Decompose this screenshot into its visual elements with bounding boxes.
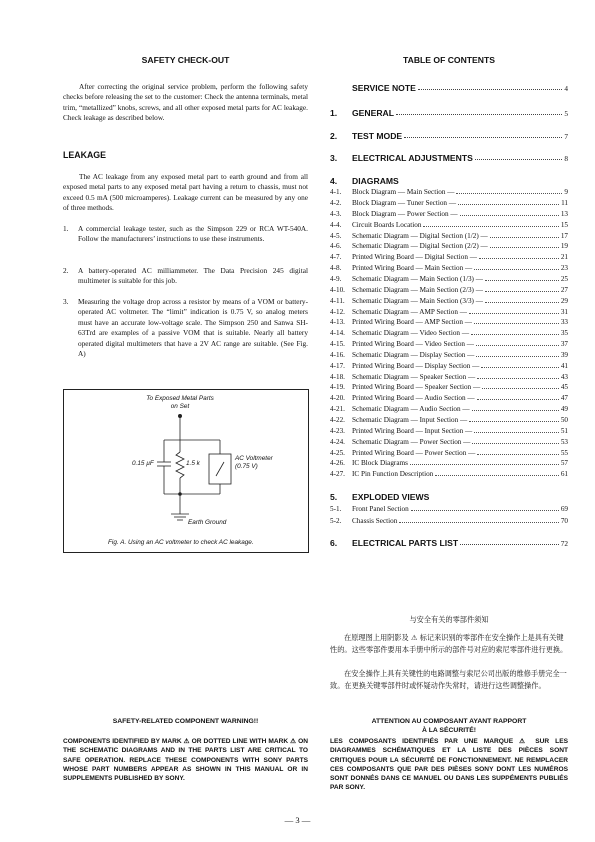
leader-dots bbox=[481, 367, 558, 368]
toc-diagram-item[interactable] bbox=[330, 229, 568, 239]
toc-sub-page: 23 bbox=[560, 264, 568, 273]
toc-num: 2. bbox=[330, 131, 338, 141]
toc-sub-title: Schematic Diagram — Digital Section (1/2) — bbox=[352, 231, 488, 240]
toc-sub-page: 25 bbox=[560, 274, 568, 283]
resistor-label: 1.5 k bbox=[186, 460, 200, 467]
toc-diagram-item[interactable] bbox=[330, 436, 568, 446]
toc-sub-page: 69 bbox=[560, 505, 568, 514]
toc-service-note[interactable] bbox=[330, 81, 568, 93]
toc-diagram-item[interactable] bbox=[330, 262, 568, 272]
toc-sub-title: IC Pin Function Description bbox=[352, 470, 434, 479]
toc-sub-page: 17 bbox=[560, 231, 568, 240]
leader-dots bbox=[490, 237, 559, 238]
leader-dots bbox=[476, 356, 558, 357]
toc-section-diagrams[interactable] bbox=[330, 174, 568, 186]
toc-sub-num: 4-10. bbox=[330, 285, 345, 294]
toc-diagram-item[interactable] bbox=[330, 360, 568, 370]
toc-sub-num: 4-2. bbox=[330, 199, 342, 208]
leader-dots bbox=[435, 475, 559, 476]
intro-paragraph: After correcting the original service problem, perform the following safety checks before releasing the set to the customer: Check the antenna terminals, metal trim, “metallized” knobs, screws, and all other exposed metal parts for AC leakage. Check leakage as described below. bbox=[63, 82, 308, 123]
toc-page: 8 bbox=[564, 154, 568, 163]
leader-dots bbox=[411, 510, 559, 511]
method-item-3 bbox=[63, 297, 308, 382]
earth-ground-label: Earth Ground bbox=[188, 519, 227, 526]
leader-dots bbox=[472, 443, 558, 444]
leader-dots bbox=[418, 89, 563, 90]
toc-sub-num: 5-1. bbox=[330, 505, 342, 514]
toc-sub-title: Block Diagram — Main Section — bbox=[352, 188, 455, 197]
toc-sub-page: 9 bbox=[564, 188, 568, 197]
toc-sub-num: 4-23. bbox=[330, 426, 345, 435]
toc-sub-page: 13 bbox=[560, 209, 568, 218]
leader-dots bbox=[477, 399, 559, 400]
toc-diagram-item[interactable] bbox=[330, 186, 568, 196]
chinese-notice-paragraph-2: 在安全操作上具有关键性的电路调整与索尼公司出版的维修手册完全一致。在更换关键零部件时或怀疑动作失常时，请进行这些调整操作。 bbox=[330, 669, 567, 690]
leader-dots bbox=[471, 334, 559, 335]
leakage-heading: LEAKAGE bbox=[63, 150, 107, 160]
toc-diagram-item[interactable] bbox=[330, 414, 568, 424]
toc-sub-page: 53 bbox=[560, 437, 568, 446]
toc-diagram-item[interactable] bbox=[330, 208, 568, 218]
toc-sub-num: 4-16. bbox=[330, 350, 345, 359]
leader-dots bbox=[474, 323, 559, 324]
toc-title: TABLE OF CONTENTS bbox=[403, 55, 495, 65]
toc-sub-title: Chassis Section bbox=[352, 517, 398, 526]
toc-diagram-item[interactable] bbox=[330, 425, 568, 435]
leader-dots bbox=[472, 410, 559, 411]
toc-sub-title: Printed Wiring Board — Speaker Section — bbox=[352, 383, 481, 392]
toc-sub-num: 4-3. bbox=[330, 209, 342, 218]
toc-sub-num: 4-15. bbox=[330, 340, 345, 349]
leader-dots bbox=[423, 226, 558, 227]
toc-sub-num: 4-19. bbox=[330, 383, 345, 392]
toc-sub-title: Schematic Diagram — Digital Section (2/2) — bbox=[352, 242, 488, 251]
toc-sub-title: Printed Wiring Board — AMP Section — bbox=[352, 318, 472, 327]
method-text: A commercial leakage tester, such as the Simpson 229 or RCA WT-540A. Follow the manufacturers’ instructions to use these instruments. bbox=[78, 224, 308, 244]
warning-fr-title-line-2: À LA SÉCURITÉ! bbox=[421, 727, 477, 734]
toc-diagram-item[interactable] bbox=[330, 240, 568, 250]
toc-sub-title: Printed Wiring Board — Display Section — bbox=[352, 361, 480, 370]
toc-sub-num: 4-11. bbox=[330, 296, 345, 305]
toc-page: 72 bbox=[560, 539, 568, 548]
toc-num: 5. bbox=[330, 492, 338, 502]
toc-diagram-item[interactable] bbox=[330, 381, 568, 391]
leader-dots bbox=[474, 432, 559, 433]
toc-sub-num: 4-12. bbox=[330, 307, 345, 316]
method-number: 3. bbox=[63, 297, 69, 306]
toc-exploded-item[interactable] bbox=[330, 515, 568, 525]
leader-dots bbox=[477, 378, 559, 379]
method-text: Measuring the voltage drop across a resistor by means of a VOM or battery-operated AC voltmeter. The “limit” indication is 0.75 V, so analog meters must have an accurate low-voltage scale. The Simpson 250 and Sanwa SH-63Trd are examples of a passive VOM that is suitable. Nearly all battery operated digital multimeters that have a 2V AC range are suitable. (See Fig. A) bbox=[78, 297, 308, 359]
leader-dots bbox=[475, 159, 563, 160]
toc-sub-page: 29 bbox=[560, 296, 568, 305]
warning-fr-body: LES COMPOSANTS IDENTIFIÉS PAR UNE MARQUE ⚠ SUR LES DIAGRAMMES SCHÉMATIQUES ET LA LISTE DES PIÈCES SONT CRITIQUES POUR LA SÉCURITÉ DE FONCTIONNEMENT. NE REMPLACER CES COMPOSANTS QUE PAR DES PIÈSES SONY DONT LES NUMÉROS SONT DONNÉS DANS CE MANUEL OU DANS LES SUPPÉMENTS PUBLIÉS PAR SONY. bbox=[330, 738, 568, 792]
warning-en-title: SAFETY-RELATED COMPONENT WARNING!! bbox=[112, 718, 259, 725]
leader-dots bbox=[485, 291, 559, 292]
toc-sub-title: Printed Wiring Board — Main Section — bbox=[352, 264, 473, 273]
toc-sub-page: 50 bbox=[560, 416, 568, 425]
toc-diagram-item[interactable] bbox=[330, 468, 568, 478]
toc-diagram-item[interactable] bbox=[330, 370, 568, 380]
toc-title-text: GENERAL bbox=[352, 108, 395, 118]
toc-sub-page: 21 bbox=[560, 253, 568, 262]
toc-sub-title: Printed Wiring Board — Input Section — bbox=[352, 426, 473, 435]
toc-diagram-item[interactable] bbox=[330, 284, 568, 294]
toc-sub-page: 31 bbox=[560, 307, 568, 316]
toc-sub-page: 43 bbox=[560, 372, 568, 381]
toc-sub-title: Front Panel Section bbox=[352, 505, 409, 514]
toc-sub-title: Schematic Diagram — Main Section (3/3) — bbox=[352, 296, 483, 305]
leader-dots bbox=[458, 204, 559, 205]
toc-sub-num: 4-6. bbox=[330, 242, 342, 251]
voltmeter-label: AC Voltmeter (0.75 V) bbox=[235, 455, 273, 470]
toc-sub-title: Printed Wiring Board — Audio Section — bbox=[352, 394, 475, 403]
toc-section-parts-list[interactable] bbox=[330, 536, 568, 548]
toc-sub-page: 61 bbox=[560, 470, 568, 479]
toc-page: 4 bbox=[564, 84, 568, 93]
toc-title-text: EXPLODED VIEWS bbox=[352, 492, 430, 502]
toc-num: 4. bbox=[330, 176, 338, 186]
toc-title-text: SERVICE NOTE bbox=[352, 83, 416, 93]
toc-sub-title: Printed Wiring Board — Video Section — bbox=[352, 340, 474, 349]
toc-sub-title: Schematic Diagram — Speaker Section — bbox=[352, 372, 476, 381]
leader-dots bbox=[460, 215, 559, 216]
method-text: A battery-operated AC milliammeter. The Data Precision 245 digital multimeter is suitable for this job. bbox=[78, 266, 308, 286]
toc-diagram-item[interactable] bbox=[330, 457, 568, 467]
toc-sub-title: Block Diagram — Power Section — bbox=[352, 209, 458, 218]
leader-dots bbox=[410, 464, 559, 465]
leader-dots bbox=[482, 388, 559, 389]
toc-sub-title: IC Block Diagrams bbox=[352, 459, 408, 468]
method-number: 1. bbox=[63, 224, 69, 233]
toc-sub-title: Schematic Diagram — AMP Section — bbox=[352, 307, 467, 316]
toc-diagram-item[interactable] bbox=[330, 403, 568, 413]
toc-sub-num: 4-8. bbox=[330, 264, 342, 273]
toc-sub-num: 4-21. bbox=[330, 405, 345, 414]
toc-sub-page: 51 bbox=[560, 426, 568, 435]
toc-sub-title: Schematic Diagram — Power Section — bbox=[352, 437, 471, 446]
toc-sub-num: 4-20. bbox=[330, 394, 345, 403]
toc-sub-title: Schematic Diagram — Audio Section — bbox=[352, 405, 470, 414]
toc-sub-num: 4-9. bbox=[330, 274, 342, 283]
figure-caption: Fig. A. Using an AC voltmeter to check AC leakage. bbox=[108, 539, 254, 546]
safety-checkout-title: SAFETY CHECK-OUT bbox=[141, 55, 230, 65]
warning-en-body: COMPONENTS IDENTIFIED BY MARK ⚠ OR DOTTED LINE WITH MARK ⚠ ON THE SCHEMATIC DIAGRAMS AND IN THE PARTS LIST ARE CRITICAL TO SAFE OPERATION. REPLACE THESE COMPONENTS WITH SONY PARTS WHOSE PART NUMBERS APPEAR AS SHOWN IN THIS MANUAL OR IN SUPPLEMENTS PUBLISHED BY SONY. bbox=[63, 738, 308, 783]
toc-sub-title: Printed Wiring Board — Digital Section — bbox=[352, 253, 477, 262]
toc-sub-num: 4-14. bbox=[330, 329, 345, 338]
toc-sub-num: 4-27. bbox=[330, 470, 345, 479]
toc-sub-title: Block Diagram — Tuner Section — bbox=[352, 199, 457, 208]
toc-diagram-item[interactable] bbox=[330, 392, 568, 402]
method-item-1 bbox=[63, 224, 308, 256]
toc-diagram-item[interactable] bbox=[330, 305, 568, 315]
leakage-circuit-diagram bbox=[64, 390, 308, 552]
toc-diagram-item[interactable] bbox=[330, 349, 568, 359]
toc-title-text: DIAGRAMS bbox=[352, 176, 399, 186]
toc-sub-title: Schematic Diagram — Display Section — bbox=[352, 350, 475, 359]
exposed-metal-text: To Exposed Metal Parts on Set bbox=[146, 395, 214, 410]
toc-sub-title: Schematic Diagram — Main Section (2/3) — bbox=[352, 285, 483, 294]
toc-sub-title: Schematic Diagram — Input Section — bbox=[352, 416, 468, 425]
toc-sub-num: 4-18. bbox=[330, 372, 345, 381]
figure-a-box bbox=[63, 389, 309, 553]
leader-dots bbox=[460, 544, 559, 545]
toc-sub-num: 4-26. bbox=[330, 459, 345, 468]
toc-sub-num: 4-13. bbox=[330, 318, 345, 327]
toc-sub-page: 19 bbox=[560, 242, 568, 251]
leakage-paragraph: The AC leakage from any exposed metal part to earth ground and from all exposed metal parts to any exposed metal part having a return to chassis, must not exceed 0.5 mA (500 microamperes). Leakage current can be measured by any one of three methods. bbox=[63, 172, 308, 213]
toc-sub-page: 41 bbox=[560, 361, 568, 370]
chinese-notice-paragraph-1: 在原理图上用阴影及 ⚠ 标记来识别的零部件在安全操作上是具有关键性的。这些零部件要用本手册中所示的部件号对应的索尼零部件进行更换。 bbox=[330, 633, 568, 654]
toc-num: 3. bbox=[330, 153, 338, 163]
leader-dots bbox=[404, 137, 562, 138]
figure-exposed-metal-label bbox=[144, 395, 216, 411]
leader-dots bbox=[474, 269, 559, 270]
chinese-notice-title: 与安全有关的零部件须知 bbox=[409, 615, 489, 624]
leader-dots bbox=[485, 280, 559, 281]
leader-dots bbox=[485, 302, 559, 303]
warning-fr-title-line-1: ATTENTION AU COMPOSANT AYANT RAPPORT bbox=[371, 718, 527, 725]
toc-sub-num: 4-5. bbox=[330, 231, 342, 240]
method-item-2 bbox=[63, 266, 308, 288]
leader-dots bbox=[396, 114, 562, 115]
toc-section-exploded-views[interactable] bbox=[330, 490, 568, 502]
toc-sub-num: 5-2. bbox=[330, 517, 342, 526]
toc-num: 1. bbox=[330, 108, 338, 118]
toc-diagram-item[interactable] bbox=[330, 273, 568, 283]
toc-sub-num: 4-22. bbox=[330, 416, 345, 425]
toc-sub-num: 4-1. bbox=[330, 188, 342, 197]
toc-diagram-item[interactable] bbox=[330, 316, 568, 326]
toc-exploded-item[interactable] bbox=[330, 503, 568, 513]
toc-sub-page: 39 bbox=[560, 350, 568, 359]
toc-sub-num: 4-17. bbox=[330, 361, 345, 370]
toc-diagram-item[interactable] bbox=[330, 327, 568, 337]
capacitor-label: 0.15 µF bbox=[132, 460, 154, 467]
toc-diagram-item[interactable] bbox=[330, 295, 568, 305]
toc-sub-page: 33 bbox=[560, 318, 568, 327]
toc-sub-page: 57 bbox=[560, 459, 568, 468]
toc-sub-num: 4-25. bbox=[330, 448, 345, 457]
toc-sub-page: 15 bbox=[560, 220, 568, 229]
toc-sub-title: Circuit Boards Location bbox=[352, 220, 422, 229]
toc-sub-page: 37 bbox=[560, 340, 568, 349]
toc-sub-num: 4-24. bbox=[330, 437, 345, 446]
method-number: 2. bbox=[63, 266, 69, 275]
page-number: — 3 — bbox=[284, 815, 311, 825]
toc-sub-page: 47 bbox=[560, 394, 568, 403]
toc-page: 5 bbox=[564, 109, 568, 118]
toc-diagram-item[interactable] bbox=[330, 251, 568, 261]
toc-section-general[interactable] bbox=[330, 106, 568, 118]
leader-dots bbox=[399, 522, 558, 523]
leader-dots bbox=[469, 313, 559, 314]
toc-sub-title: Printed Wiring Board — Power Section — bbox=[352, 448, 476, 457]
toc-sub-title: Schematic Diagram — Video Section — bbox=[352, 329, 470, 338]
toc-diagram-item[interactable] bbox=[330, 338, 568, 348]
toc-sub-page: 35 bbox=[560, 329, 568, 338]
toc-diagram-item[interactable] bbox=[330, 219, 568, 229]
toc-num: 6. bbox=[330, 538, 338, 548]
leader-dots bbox=[477, 454, 558, 455]
toc-diagram-item[interactable] bbox=[330, 446, 568, 456]
toc-diagram-item[interactable] bbox=[330, 197, 568, 207]
toc-sub-num: 4-4. bbox=[330, 220, 342, 229]
toc-sub-page: 70 bbox=[560, 517, 568, 526]
toc-sub-page: 45 bbox=[560, 383, 568, 392]
toc-sub-page: 49 bbox=[560, 405, 568, 414]
toc-sub-title: Schematic Diagram — Main Section (1/3) — bbox=[352, 274, 483, 283]
leader-dots bbox=[490, 247, 559, 248]
toc-page: 7 bbox=[564, 132, 568, 141]
toc-sub-page: 55 bbox=[560, 448, 568, 457]
leader-dots bbox=[476, 345, 559, 346]
toc-sub-num: 4-7. bbox=[330, 253, 342, 262]
toc-section-test-mode[interactable] bbox=[330, 129, 568, 141]
toc-title-text: ELECTRICAL ADJUSTMENTS bbox=[352, 153, 473, 163]
leader-dots bbox=[479, 258, 559, 259]
toc-section-electrical-adjustments[interactable] bbox=[330, 151, 568, 163]
toc-sub-page: 27 bbox=[560, 285, 568, 294]
leader-dots bbox=[456, 193, 562, 194]
toc-sub-page: 11 bbox=[561, 199, 568, 208]
leader-dots bbox=[469, 421, 559, 422]
toc-title-text: ELECTRICAL PARTS LIST bbox=[352, 538, 459, 548]
toc-title-text: TEST MODE bbox=[352, 131, 403, 141]
